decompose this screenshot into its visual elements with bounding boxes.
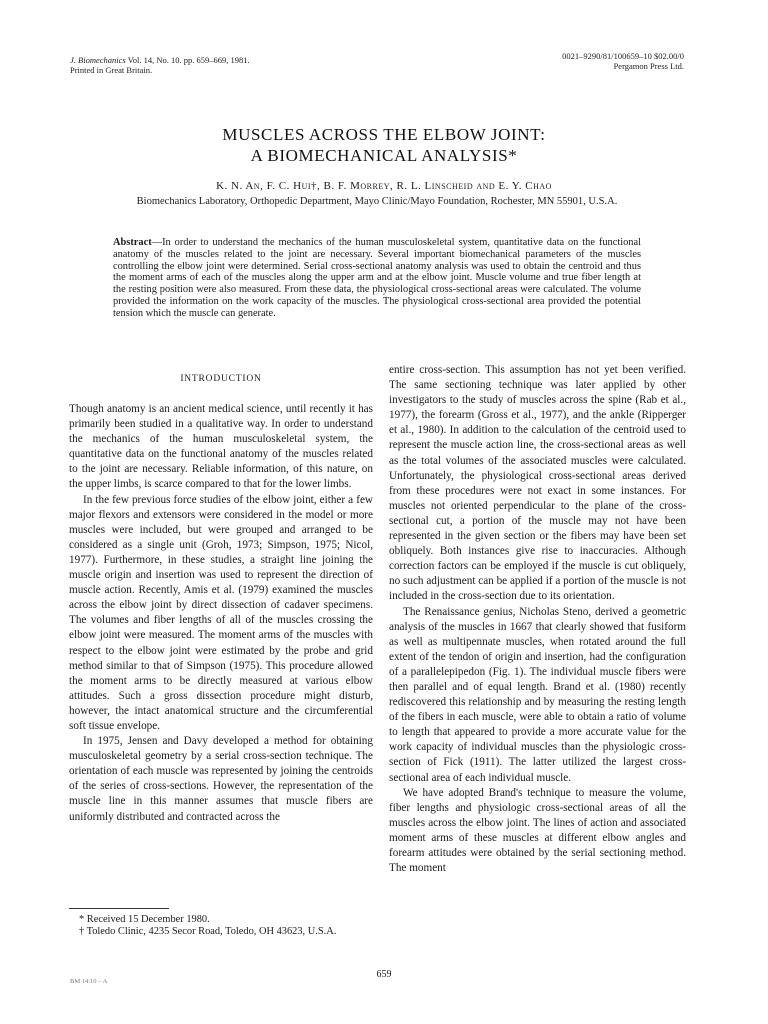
body-paragraph: We have adopted Brand's technique to measure the volume, fiber lengths and physiologic cross-sectional areas of all the muscles across the elbow joint. The lines of action and associated moment arms of these muscles at different elbow angles and forearm attitudes were obtained by the serial sectioning method. The moment bbox=[389, 786, 686, 875]
body-paragraph: In 1975, Jensen and Davy developed a method for obtaining musculoskeletal geometry by a serial cross-section technique. The orientation of each muscle was represented by joining the centroids of the series of cross-sections. However, the representation of the muscle line in this manner assumes that muscle fibers are uniformly distributed and contracted across the bbox=[69, 735, 373, 823]
printed-in: Printed in Great Britain. bbox=[70, 65, 153, 75]
body-paragraph: Though anatomy is an ancient medical science, until recently it has primarily been studied in a qualitative way. In order to understand the mechanics of the human musculoskeletal system, the quantitative data on the functional anatomy of the muscles related to the joint are necessary. Reliable information, of this nature, on the upper limbs, is scarce compared to that for the lower limbs. bbox=[69, 403, 373, 491]
title-line-2: A BIOMECHANICAL ANALYSIS* bbox=[250, 146, 518, 165]
footnote-rule bbox=[69, 908, 169, 909]
page-number: 659 bbox=[376, 969, 392, 980]
running-header-left bbox=[70, 55, 250, 75]
author-list: K. N. An, F. C. Hui†, B. F. Morrey, R. L. Linscheid and E. Y. Chao bbox=[216, 180, 552, 192]
footnotes bbox=[69, 908, 373, 938]
section-heading-introduction: INTRODUCTION bbox=[180, 374, 262, 384]
article-title bbox=[0, 124, 768, 166]
journal-volume: Vol. 14, No. 10. pp. 659–669, 1981. bbox=[127, 55, 250, 65]
footnote-received: * Received 15 December 1980. bbox=[79, 914, 210, 925]
abstract bbox=[113, 237, 641, 320]
body-paragraph: In the few previous force studies of the elbow joint, either a few major flexors and extensors were considered in the model or more muscles were included, but were grouped and arranged to be considered as a single unit (Groh, 1973; Simpson, 1975; Nicol, 1977). Furthermore, in these studies, a straight line joining the muscle origin and insertion was used to represent the direction of muscle action. Recently, Amis et al. (1979) examined the muscles across the elbow joint by direct dissection of cadaver specimens. The volumes and fiber lengths of all of the muscles crossing the elbow joint were measured. The moment arms of the muscles with respect to the elbow joint were estimated by the probe and grid method similar to that of Simpson (1975). This procedure allowed the moment arms to be directly measured at various elbow attitudes. Such a gross dissection procedure might disturb, however, the intact anatomical structure and the circumferential soft tissue envelope. bbox=[69, 493, 373, 732]
publisher: Pergamon Press Ltd. bbox=[613, 61, 684, 71]
article-code: 0021–9290/81/100659–10 $02.00/0 bbox=[562, 51, 684, 61]
running-header-right bbox=[562, 51, 684, 71]
right-column bbox=[389, 363, 686, 876]
footnote-affiliation: † Toledo Clinic, 4235 Secor Road, Toledo, OH 43623, U.S.A. bbox=[79, 926, 337, 937]
abstract-text: —In order to understand the mechanics of the human musculoskeletal system, quantitative data on the functional anatomy of the muscles related to the joint are necessary. Several important biomechanical parameters of the muscles controlling the elbow joint were determined. Serial cross-sectional anatomy analysis was used to obtain the centroid and thus the moment arms of each of the muscles along the upper arm and at the elbow joint. Muscle volume and true fiber length at the resting position were also measured. From these data, the physiological cross-sectional areas were calculated. The volume provided the information on the work capacity of the muscles. The physiological cross-sectional area provided the potential tension which the muscle can generate. bbox=[113, 237, 641, 319]
print-code: BM 14:10 – A bbox=[70, 978, 108, 985]
abstract-label: Abstract bbox=[113, 237, 152, 248]
left-column bbox=[69, 364, 373, 825]
body-paragraph: The Renaissance genius, Nicholas Steno, derived a geometric analysis of the muscles in 1667 that clearly showed that fusiform as well as multipennate muscles, when rotated around the full extent of the tendon of origin and insertion, had the configuration of a parallelepipedon (Fig. 1). The individual muscle fibers were then parallel and of equal length. Brand et al. (1980) recently rediscovered this relationship and by measuring the resting length of the fibers in each muscle, were able to obtain a ratio of volume to length that appeared to provide a more accurate value for the work capacity of individual muscles than the physiologic cross-section of Fick (1911). The latter utilized the largest cross-sectional area of each individual muscle. bbox=[389, 605, 686, 784]
journal-citation bbox=[70, 55, 250, 65]
body-paragraph: entire cross-section. This assumption has not yet been verified. The same sectioning technique was later applied by other investigators to the study of muscles across the spine (Rab et al., 1977), the forearm (Gross et al., 1977), and the ankle (Ripperger et al., 1980). In addition to the calculation of the centroid used to represent the muscle action line, the cross-sectional areas as well as the total volumes of the associated muscles were calculated. Unfortunately, the physiological cross-sectional areas derived from these procedures were not exact in some instances. For muscles not oriented perpendicular to the plane of the cross-sectional cut, a portion of the muscle may not have been represented in the given section or the fibers may have been set obliquely. Both instances give rise to inaccuracies. Although correction factors can be employed if the muscle is cut obliquely, no such adjustment can be applied if a portion of the muscle is not included in the cross-section due to its orientation. bbox=[389, 364, 686, 603]
title-line-1: MUSCLES ACROSS THE ELBOW JOINT: bbox=[222, 125, 546, 144]
journal-name: J. Biomechanics bbox=[70, 55, 126, 65]
affiliation: Biomechanics Laboratory, Orthopedic Department, Mayo Clinic/Mayo Foundation, Rochester, MN 55901, U.S.A. bbox=[136, 196, 618, 207]
